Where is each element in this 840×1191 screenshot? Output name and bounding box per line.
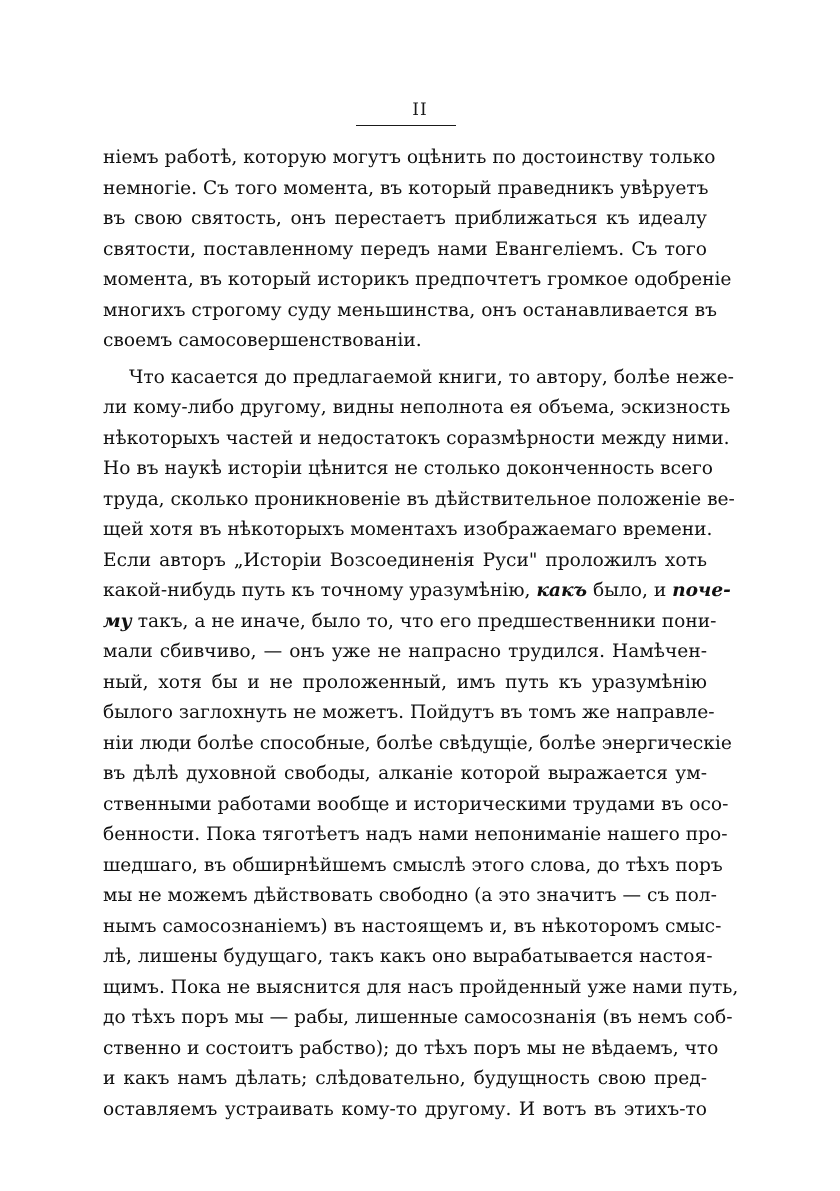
text-line: труда, сколько проникновенiе въ дѣйствительное положенiе ве-: [103, 488, 735, 510]
text-line: щимъ. Пока не выяснится для насъ пройденный уже нами путь,: [103, 976, 739, 998]
italic-emphasis: поче-: [672, 580, 731, 601]
text-line: момента, въ который историкъ предпочтетъ громкое одобренiе: [103, 269, 732, 290]
text-line: нымъ самосознанiемъ) въ настоящемъ и, въ нѣкоторомъ смыс-: [103, 915, 722, 937]
text-line: своемъ самосовершенствованiи.: [103, 330, 422, 351]
text-line: бенности. Пока тяготѣетъ надъ нами непониманiе нашего про-: [103, 824, 728, 845]
text-line: святости, поставленному передъ нами Евангелiемъ. Съ того: [103, 238, 707, 260]
text-line: былого заглохнуть не можетъ. Пойдутъ въ томъ же направле-: [103, 702, 715, 723]
text-segment: было, и: [593, 580, 667, 601]
text-line: въ дѣлѣ духовной свободы, алканiе которой выражается ум-: [103, 763, 707, 784]
text-segment: какой-нибудь путь къ точному уразумѣнiю,: [103, 580, 531, 601]
text-line: щей хотя въ нѣкоторыхъ моментахъ изображаемаго времени.: [103, 519, 713, 540]
text-line-with-italics: [103, 607, 717, 638]
paragraph-1: [103, 143, 732, 357]
text-line: мали сбивчиво, — онъ уже не напрасно трудился. Намѣчен-: [103, 641, 707, 662]
text-line: до тѣхъ поръ мы — рабы, лишенные самосознанiя (въ немъ соб-: [103, 1007, 733, 1028]
text-line: Если авторъ „Исторiи Возсоединенiя Руси" проложилъ хоть: [103, 549, 707, 571]
text-segment: такъ, а не иначе, было то, что его предшественники пони-: [137, 610, 717, 632]
text-line: въ свою святость, онъ перестаетъ приближаться къ идеалу: [103, 208, 707, 229]
italic-emphasis: му: [103, 610, 132, 632]
text-line-with-italics: [103, 576, 731, 607]
italic-emphasis: какъ: [536, 580, 588, 601]
text-line: нiи люди болѣе способные, болѣе свѣдущiе, болѣе энергическiе: [103, 732, 732, 754]
text-line: немногiе. Съ того момента, въ который праведникъ увѣруетъ: [103, 177, 709, 199]
text-line: ственными работами вообще и историческими трудами въ осо-: [103, 793, 729, 815]
text-line: мы не можемъ дѣйствовать свободно (а это значитъ — съ пол-: [103, 885, 717, 906]
text-line: ли кому-либо другому, видны неполнота ея объема, эскизность: [103, 397, 731, 418]
text-line: Что касается до предлагаемой книги, то автору, болѣе неже-: [129, 366, 734, 388]
paragraph-2: [103, 363, 739, 1126]
body-text: [103, 143, 739, 1125]
page-number-rule: [356, 125, 456, 126]
text-line: шедшаго, въ обширнѣйшемъ смыслѣ этого слова, до тѣхъ поръ: [103, 854, 723, 876]
text-line: и какъ намъ дѣлать; слѣдовательно, будущность свою пред-: [103, 1068, 707, 1089]
text-line: ственно и состоитъ рабство); до тѣхъ поръ мы не вѣдаемъ, что: [103, 1037, 719, 1059]
text-line: лѣ, лишены будущаго, такъ какъ оно вырабатывается настоя-: [103, 946, 713, 967]
text-line: оставляемъ устраивать кому-то другому. И вотъ въ этихъ-то: [103, 1098, 707, 1120]
page-number: II: [412, 100, 428, 120]
text-line: нѣкоторыхъ частей и недостатокъ соразмѣрности между ними.: [103, 427, 730, 449]
text-line: нiемъ работѣ, которую могутъ оцѣнить по достоинству только: [103, 147, 716, 168]
text-line: Но въ наукѣ исторiи цѣнится не столько доконченность всего: [103, 458, 713, 479]
text-line: многихъ строгому суду меньшинства, онъ останавливается въ: [103, 299, 717, 321]
text-line: ный, хотя бы и не проложенный, имъ путь къ уразумѣнiю: [103, 671, 707, 693]
